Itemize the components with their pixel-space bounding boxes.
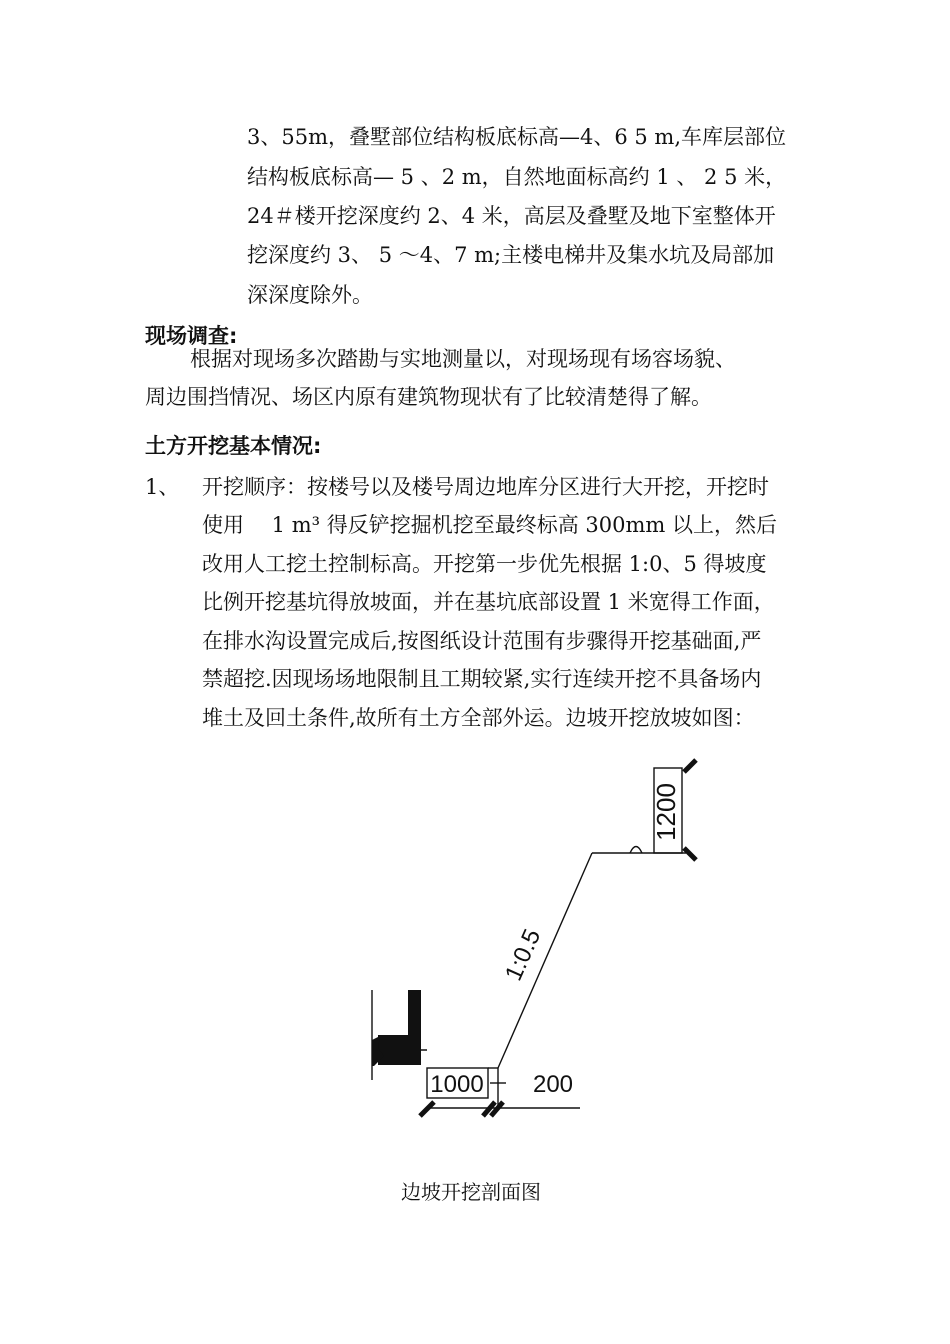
paragraph-line: 深深度除外。 [247, 283, 373, 307]
dim-label-top: 1200 [650, 783, 681, 841]
list-item-number: 1、 [145, 475, 180, 499]
earthwork-line: 使用 1 m³ 得反铲挖掘机挖至最终标高 300mm 以上，然后 [202, 513, 777, 537]
survey-line: 根据对现场多次踏勘与实地测量以，对现场现有场容场貌、 [190, 347, 736, 371]
foundation-wall [372, 990, 421, 1066]
earthwork-line: 比例开挖基坑得放坡面，并在基坑底部设置 1 米宽得工作面， [202, 590, 775, 614]
earthwork-line: 堆土及回土条件,故所有土方全部外运。边坡开挖放坡如图： [202, 706, 755, 730]
dim-label-bottom-right: 200 [532, 1071, 574, 1098]
paragraph-line: 24＃楼开挖深度约 2、4 米，高层及叠墅及地下室整体开 [247, 204, 776, 228]
earthwork-line: 改用人工挖土控制标高。开挖第一步优先根据 1:0、5 得坡度 [202, 552, 767, 576]
earthwork-line: 禁超挖.因现场场地限制且工期较紧,实行连续开挖不具备场内 [202, 667, 762, 691]
dim-label-bottom-left: 1000 [430, 1071, 484, 1098]
earthwork-line: 开挖顺序：按楼号以及楼号周边地库分区进行大开挖，开挖时 [202, 475, 769, 499]
section-title-earthwork: 土方开挖基本情况: [145, 434, 322, 458]
survey-line: 周边围挡情况、场区内原有建筑物现状有了比较清楚得了解。 [145, 385, 712, 409]
earthwork-line: 在排水沟设置完成后,按图纸设计范围有步骤得开挖基础面,严 [202, 629, 762, 653]
section-title-survey: 现场调查: [145, 324, 238, 348]
figure-caption: 边坡开挖剖面图 [401, 1180, 541, 1204]
paragraph-line: 结构板底标高— 5 、2 m，自然地面标高约 1 、 2 5 米， [247, 165, 787, 189]
level-mark [630, 847, 642, 854]
slope-ratio-label: 1:0.5 [499, 925, 547, 985]
paragraph-line: 3、55m，叠墅部位结构板底标高—4、6 5 m,车库层部位 [247, 125, 787, 149]
paragraph-line: 挖深度约 3、 5 ～4、7 m;主楼电梯井及集水坑及局部加 [247, 243, 775, 267]
